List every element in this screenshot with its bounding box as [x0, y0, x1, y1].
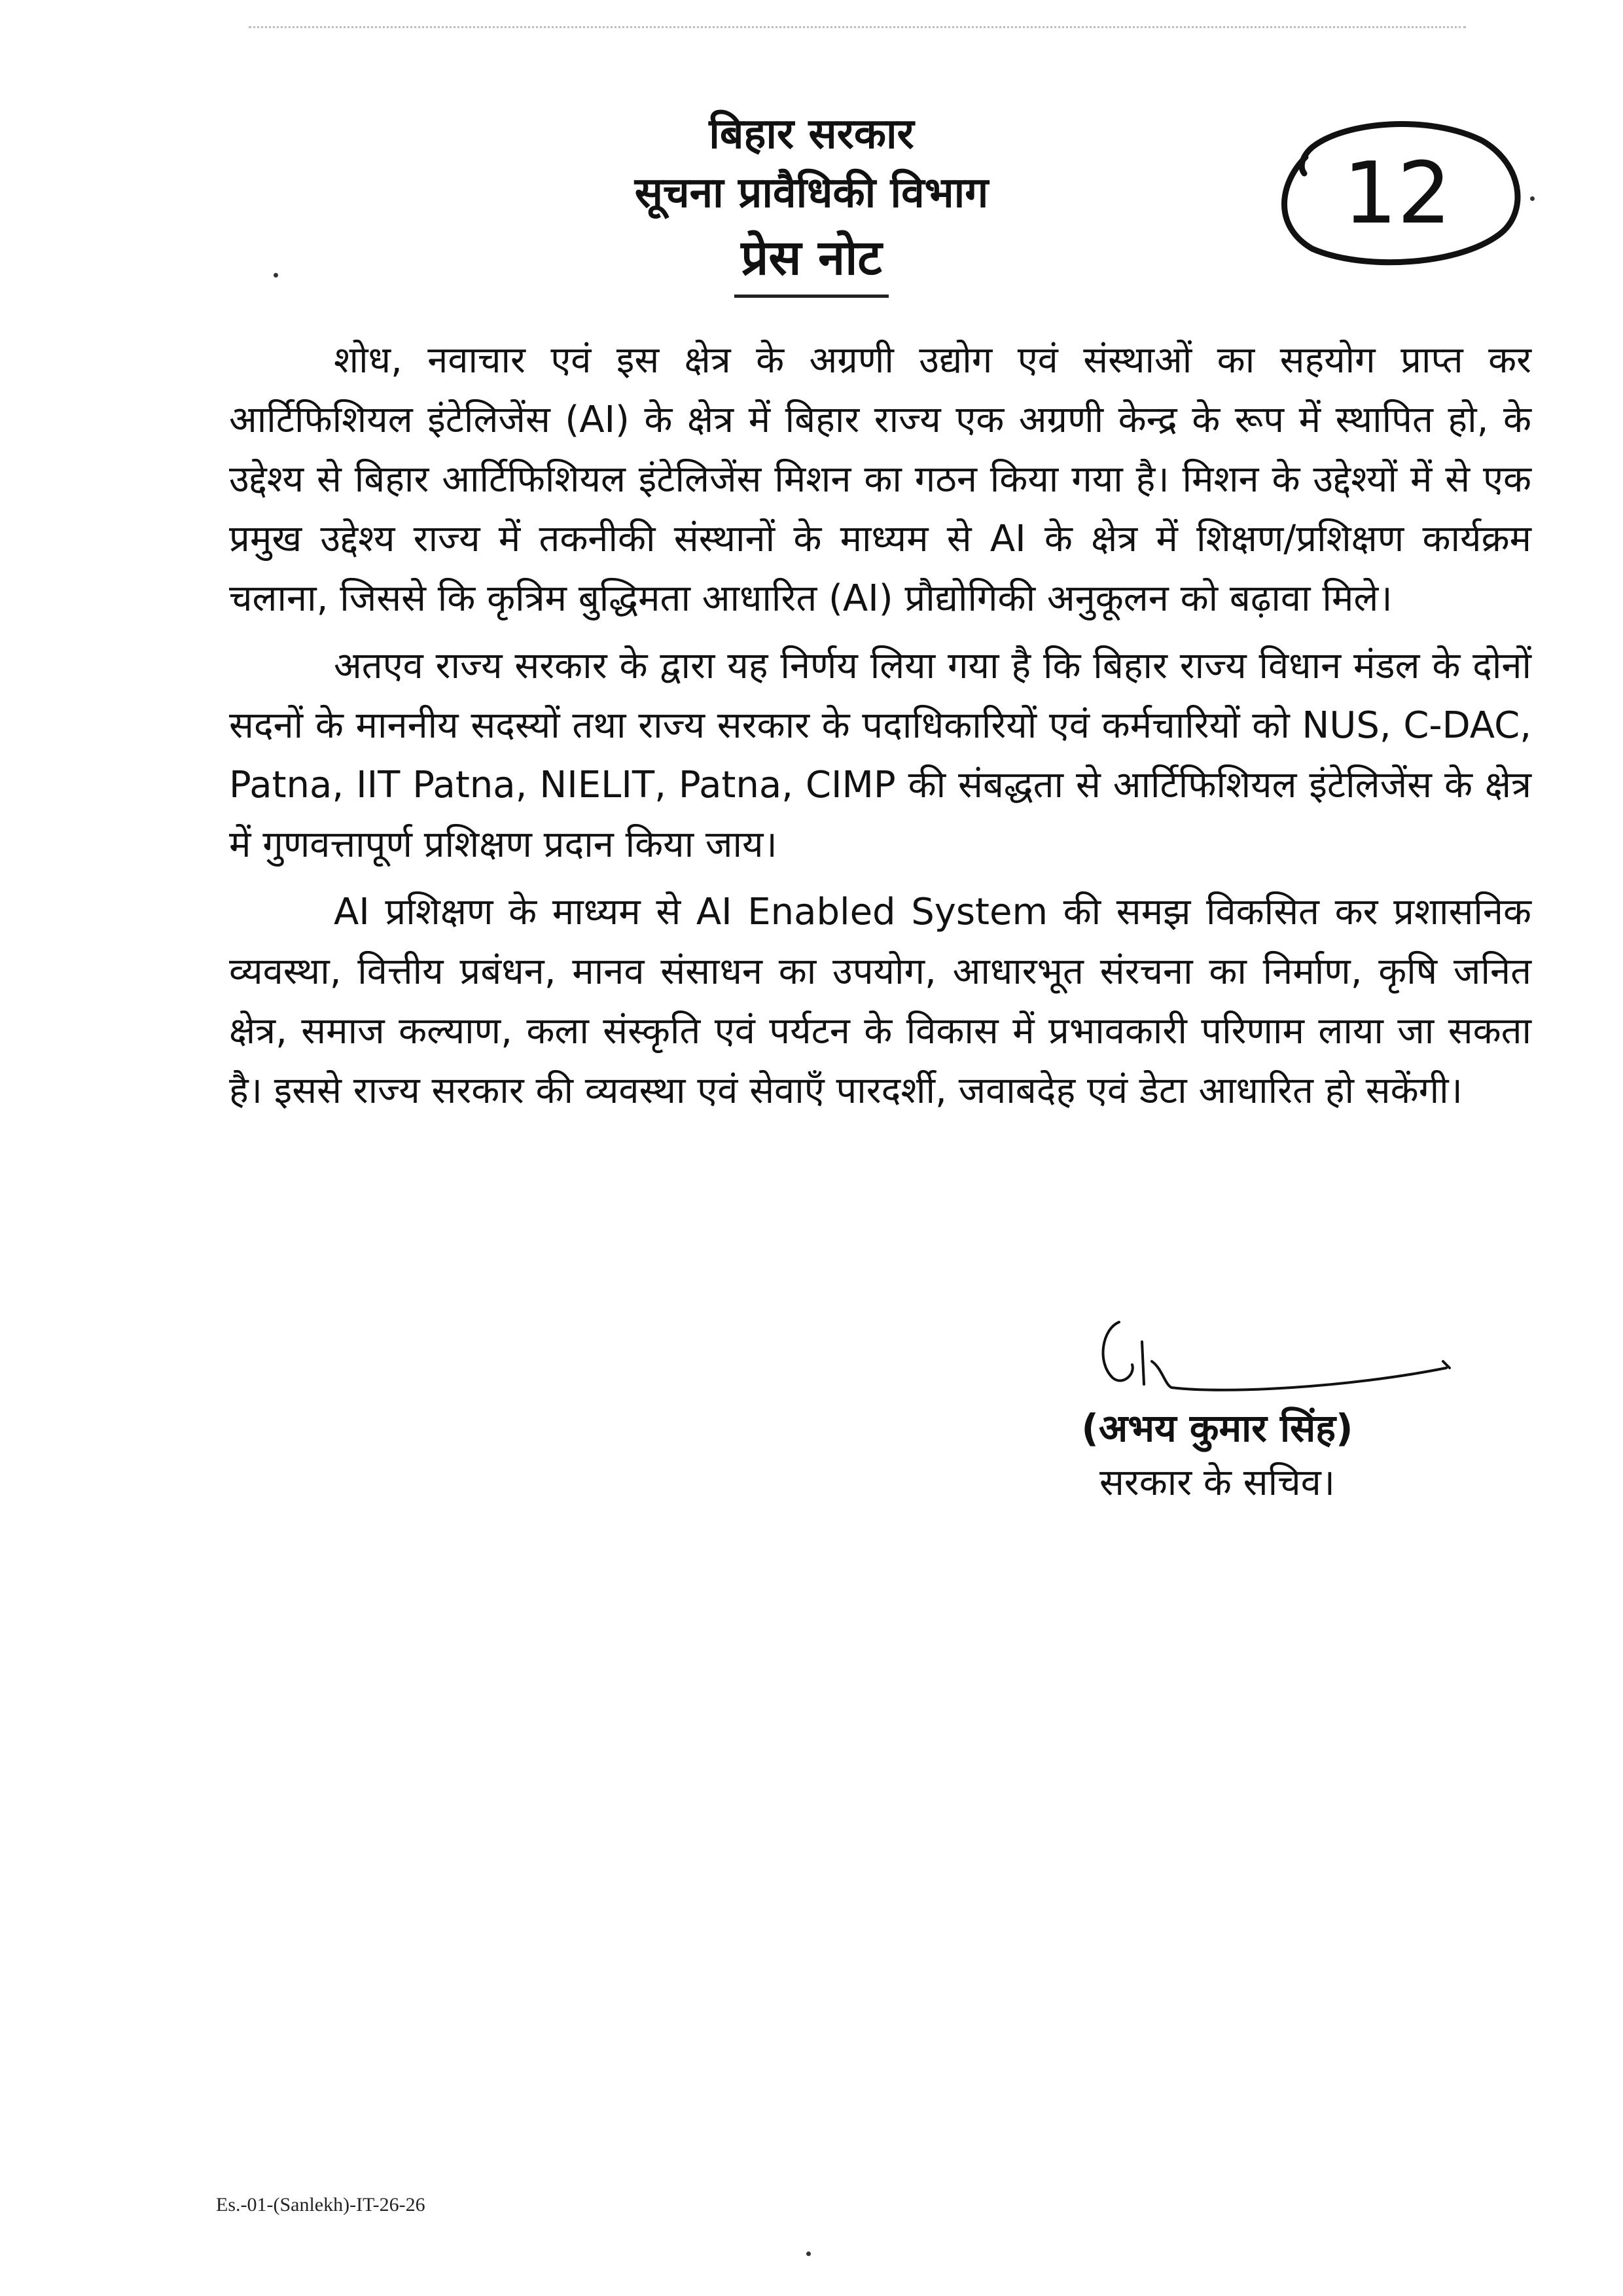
document-title: प्रेस नोट — [734, 225, 888, 298]
paragraph: शोध, नवाचार एवं इस क्षेत्र के अग्रणी उद्योग एवं संस्थाओं का सहयोग प्राप्त कर आर्टिफिशियल इंटेलिजेंस (AI) के क्षेत्र में बिहार राज्य एक अग्रणी केन्द्र के रूप में स्थापित हो, के उद्देश्य से बिहार आर्टिफिशियल इंटेलिजेंस मिशन का गठन किया गया है। मिशन के उद्देश्यों में से एक प्रमुख उद्देश्य राज्य में तकनीकी संस्थानों के माध्यम से AI के क्षेत्र में शिक्षण/प्रशिक्षण कार्यक्रम चलाना, जिससे कि कृत्रिम बुद्धिमता आधारित (AI) प्रौद्योगिकी अनुकूलन को बढ़ावा मिले। — [229, 339, 1531, 620]
footer-reference: Es.-01-(Sanlekh)-IT-26-26 — [216, 2194, 425, 2215]
handwritten-page-number — [1266, 111, 1528, 275]
signatory-designation: सरकार के सचिव। — [1099, 1462, 1336, 1504]
page-number-text: 12 — [1343, 143, 1452, 243]
handwritten-signature — [1073, 1302, 1466, 1414]
scan-artifact-line — [249, 26, 1466, 33]
paragraph: AI प्रशिक्षण के माध्यम से AI Enabled System की समझ विकसित कर प्रशासनिक व्यवस्था, वित्तीय प्रबंधन, मानव संसाधन का उपयोग, आधारभूत संरचना का निर्माण, कृषि जनित क्षेत्र, समाज कल्याण, कला संस्कृति एवं पर्यटन के विकास में प्रभावकारी परिणाम लाया जा सकता है। इससे राज्य सरकार की व्यवस्था एवं सेवाएँ पारदर्शी, जवाबदेह एवं डेटा आधारित हो सकेंगी। — [229, 891, 1531, 1112]
scan-speck — [1530, 196, 1535, 201]
scan-speck — [274, 273, 278, 278]
paragraph: अतएव राज्य सरकार के द्वारा यह निर्णय लिया गया है कि बिहार राज्य विधान मंडल के दोनों सदनों के माननीय सदस्यों तथा राज्य सरकार के पदाधिकारियों एवं कर्मचारियों को NUS, C-DAC, Patna, IIT Patna, NIELIT, Patna, CIMP की संबद्धता से आर्टिफिशियल इंटेलिजेंस के क्षेत्र में गुणवत्तापूर्ण प्रशिक्षण प्रदान किया जाय। — [229, 645, 1531, 866]
department-name: सूचना प्रावैधिकी विभाग — [634, 169, 989, 217]
signatory-name: (अभय कुमार सिंह) — [1081, 1406, 1353, 1450]
scan-speck — [806, 2251, 811, 2256]
press-note-body — [229, 331, 1531, 1128]
signatory-block — [1021, 1401, 1414, 1511]
government-name: बिहार सरकार — [709, 110, 914, 158]
